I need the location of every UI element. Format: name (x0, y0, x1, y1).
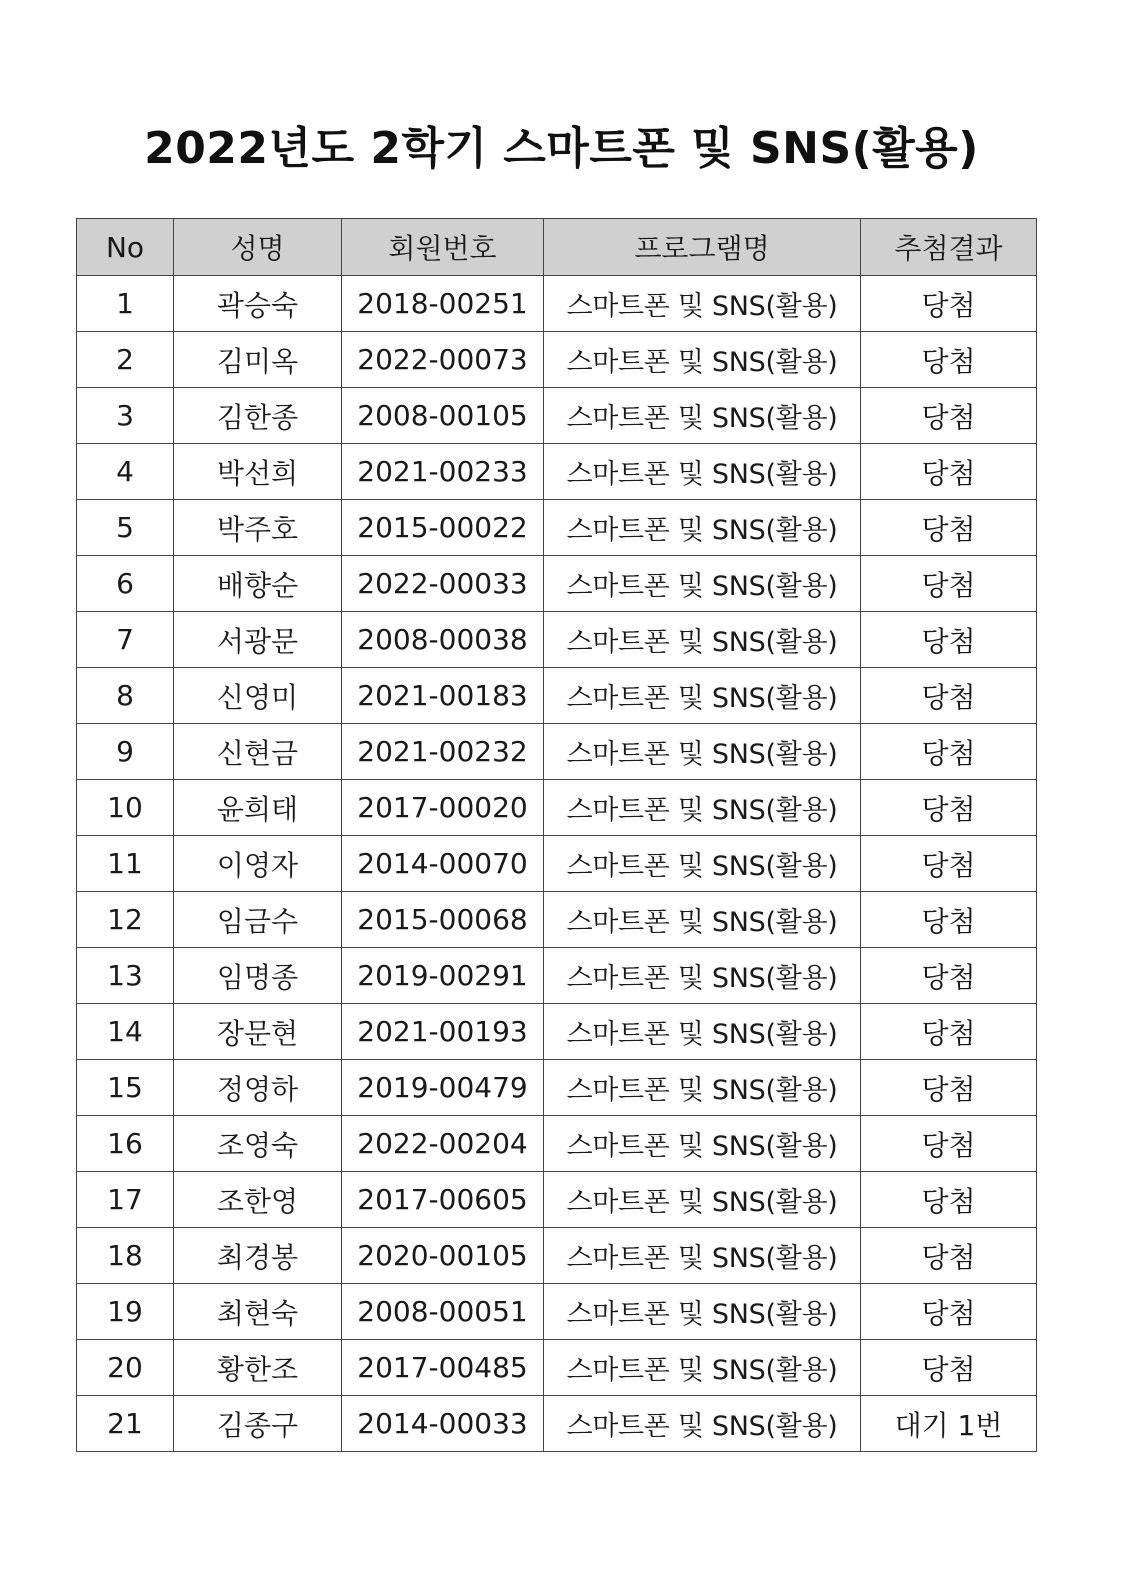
program-name-cell: 스마트폰 및 SNS(활용) (544, 1396, 861, 1452)
row-number-cell: 12 (77, 892, 174, 948)
program-name-cell: 스마트폰 및 SNS(활용) (544, 780, 861, 836)
member-id-cell: 2021-00233 (342, 444, 544, 500)
member-name-cell: 배향순 (174, 556, 342, 612)
program-name-cell: 스마트폰 및 SNS(활용) (544, 388, 861, 444)
member-id-cell: 2017-00605 (342, 1172, 544, 1228)
table-row (77, 724, 1037, 780)
lottery-result-cell: 당첨 (861, 444, 1037, 500)
program-name-cell: 스마트폰 및 SNS(활용) (544, 1284, 861, 1340)
lottery-result-cell: 당첨 (861, 892, 1037, 948)
member-name-cell: 임명종 (174, 948, 342, 1004)
table-row (77, 500, 1037, 556)
program-name-cell: 스마트폰 및 SNS(활용) (544, 836, 861, 892)
row-number-cell: 18 (77, 1228, 174, 1284)
lottery-result-cell: 당첨 (861, 1116, 1037, 1172)
member-name-cell: 김미옥 (174, 332, 342, 388)
header-name: 성명 (174, 219, 342, 276)
lottery-result-cell: 당첨 (861, 556, 1037, 612)
page-title: 2022년도 2학기 스마트폰 및 SNS(활용) (144, 123, 979, 175)
program-name-cell: 스마트폰 및 SNS(활용) (544, 892, 861, 948)
table-row (77, 780, 1037, 836)
member-id-cell: 2015-00068 (342, 892, 544, 948)
table-header-row (77, 219, 1037, 276)
program-name-cell: 스마트폰 및 SNS(활용) (544, 1060, 861, 1116)
program-name-cell: 스마트폰 및 SNS(활용) (544, 444, 861, 500)
lottery-result-cell: 당첨 (861, 500, 1037, 556)
member-name-cell: 정영하 (174, 1060, 342, 1116)
table-row (77, 612, 1037, 668)
row-number-cell: 21 (77, 1396, 174, 1452)
row-number-cell: 2 (77, 332, 174, 388)
program-name-cell: 스마트폰 및 SNS(활용) (544, 556, 861, 612)
member-id-cell: 2014-00033 (342, 1396, 544, 1452)
member-name-cell: 조한영 (174, 1172, 342, 1228)
member-id-cell: 2017-00485 (342, 1340, 544, 1396)
row-number-cell: 8 (77, 668, 174, 724)
lottery-result-cell: 당첨 (861, 332, 1037, 388)
member-id-cell: 2019-00479 (342, 1060, 544, 1116)
member-id-cell: 2022-00033 (342, 556, 544, 612)
row-number-cell: 3 (77, 388, 174, 444)
table-row (77, 444, 1037, 500)
member-id-cell: 2021-00193 (342, 1004, 544, 1060)
row-number-cell: 14 (77, 1004, 174, 1060)
row-number-cell: 9 (77, 724, 174, 780)
table-row (77, 1172, 1037, 1228)
member-id-cell: 2017-00020 (342, 780, 544, 836)
table-row (77, 1116, 1037, 1172)
lottery-result-cell: 대기 1번 (861, 1396, 1037, 1452)
member-id-cell: 2022-00073 (342, 332, 544, 388)
row-number-cell: 19 (77, 1284, 174, 1340)
program-name-cell: 스마트폰 및 SNS(활용) (544, 1116, 861, 1172)
row-number-cell: 13 (77, 948, 174, 1004)
row-number-cell: 16 (77, 1116, 174, 1172)
table-row (77, 1396, 1037, 1452)
row-number-cell: 4 (77, 444, 174, 500)
lottery-result-cell: 당첨 (861, 780, 1037, 836)
member-name-cell: 김종구 (174, 1396, 342, 1452)
member-id-cell: 2015-00022 (342, 500, 544, 556)
lottery-result-cell: 당첨 (861, 1340, 1037, 1396)
lottery-result-cell: 당첨 (861, 1284, 1037, 1340)
member-name-cell: 서광문 (174, 612, 342, 668)
program-name-cell: 스마트폰 및 SNS(활용) (544, 948, 861, 1004)
lottery-result-cell: 당첨 (861, 724, 1037, 780)
program-name-cell: 스마트폰 및 SNS(활용) (544, 1340, 861, 1396)
table-row (77, 388, 1037, 444)
lottery-result-cell: 당첨 (861, 388, 1037, 444)
member-id-cell: 2018-00251 (342, 276, 544, 332)
member-name-cell: 장문현 (174, 1004, 342, 1060)
member-name-cell: 조영숙 (174, 1116, 342, 1172)
table-row (77, 332, 1037, 388)
program-name-cell: 스마트폰 및 SNS(활용) (544, 276, 861, 332)
row-number-cell: 1 (77, 276, 174, 332)
member-name-cell: 이영자 (174, 836, 342, 892)
member-name-cell: 신영미 (174, 668, 342, 724)
lottery-result-cell: 당첨 (861, 1060, 1037, 1116)
member-name-cell: 최현숙 (174, 1284, 342, 1340)
program-name-cell: 스마트폰 및 SNS(활용) (544, 1228, 861, 1284)
lottery-result-cell: 당첨 (861, 276, 1037, 332)
table-row (77, 836, 1037, 892)
table-row (77, 892, 1037, 948)
row-number-cell: 7 (77, 612, 174, 668)
table-row (77, 1284, 1037, 1340)
member-name-cell: 박주호 (174, 500, 342, 556)
member-id-cell: 2014-00070 (342, 836, 544, 892)
program-name-cell: 스마트폰 및 SNS(활용) (544, 500, 861, 556)
program-name-cell: 스마트폰 및 SNS(활용) (544, 724, 861, 780)
header-member-id: 회원번호 (342, 219, 544, 276)
program-name-cell: 스마트폰 및 SNS(활용) (544, 612, 861, 668)
member-name-cell: 김한종 (174, 388, 342, 444)
row-number-cell: 11 (77, 836, 174, 892)
member-name-cell: 곽승숙 (174, 276, 342, 332)
table-header (77, 219, 1037, 276)
table-row (77, 1060, 1037, 1116)
table-row (77, 1340, 1037, 1396)
member-name-cell: 신현금 (174, 724, 342, 780)
lottery-result-cell: 당첨 (861, 1004, 1037, 1060)
lottery-result-cell: 당첨 (861, 1228, 1037, 1284)
lottery-result-cell: 당첨 (861, 836, 1037, 892)
member-name-cell: 황한조 (174, 1340, 342, 1396)
member-id-cell: 2021-00232 (342, 724, 544, 780)
member-name-cell: 최경봉 (174, 1228, 342, 1284)
row-number-cell: 20 (77, 1340, 174, 1396)
header-result: 추첨결과 (861, 219, 1037, 276)
member-id-cell: 2021-00183 (342, 668, 544, 724)
member-id-cell: 2022-00204 (342, 1116, 544, 1172)
member-name-cell: 박선희 (174, 444, 342, 500)
lottery-result-cell: 당첨 (861, 668, 1037, 724)
member-id-cell: 2019-00291 (342, 948, 544, 1004)
table-row (77, 276, 1037, 332)
row-number-cell: 15 (77, 1060, 174, 1116)
row-number-cell: 17 (77, 1172, 174, 1228)
member-id-cell: 2020-00105 (342, 1228, 544, 1284)
table-row (77, 556, 1037, 612)
member-id-cell: 2008-00105 (342, 388, 544, 444)
program-name-cell: 스마트폰 및 SNS(활용) (544, 1004, 861, 1060)
row-number-cell: 6 (77, 556, 174, 612)
program-name-cell: 스마트폰 및 SNS(활용) (544, 668, 861, 724)
table-row (77, 948, 1037, 1004)
program-name-cell: 스마트폰 및 SNS(활용) (544, 332, 861, 388)
lottery-result-cell: 당첨 (861, 1172, 1037, 1228)
row-number-cell: 5 (77, 500, 174, 556)
table-row (77, 668, 1037, 724)
table-body (77, 276, 1037, 1452)
program-name-cell: 스마트폰 및 SNS(활용) (544, 1172, 861, 1228)
table-row (77, 1228, 1037, 1284)
member-id-cell: 2008-00051 (342, 1284, 544, 1340)
table-row (77, 1004, 1037, 1060)
member-id-cell: 2008-00038 (342, 612, 544, 668)
lottery-result-cell: 당첨 (861, 948, 1037, 1004)
member-name-cell: 윤희태 (174, 780, 342, 836)
lottery-result-table (76, 218, 1037, 1452)
member-name-cell: 임금수 (174, 892, 342, 948)
header-no: No (77, 219, 174, 276)
row-number-cell: 10 (77, 780, 174, 836)
header-program: 프로그램명 (544, 219, 861, 276)
lottery-result-cell: 당첨 (861, 612, 1037, 668)
